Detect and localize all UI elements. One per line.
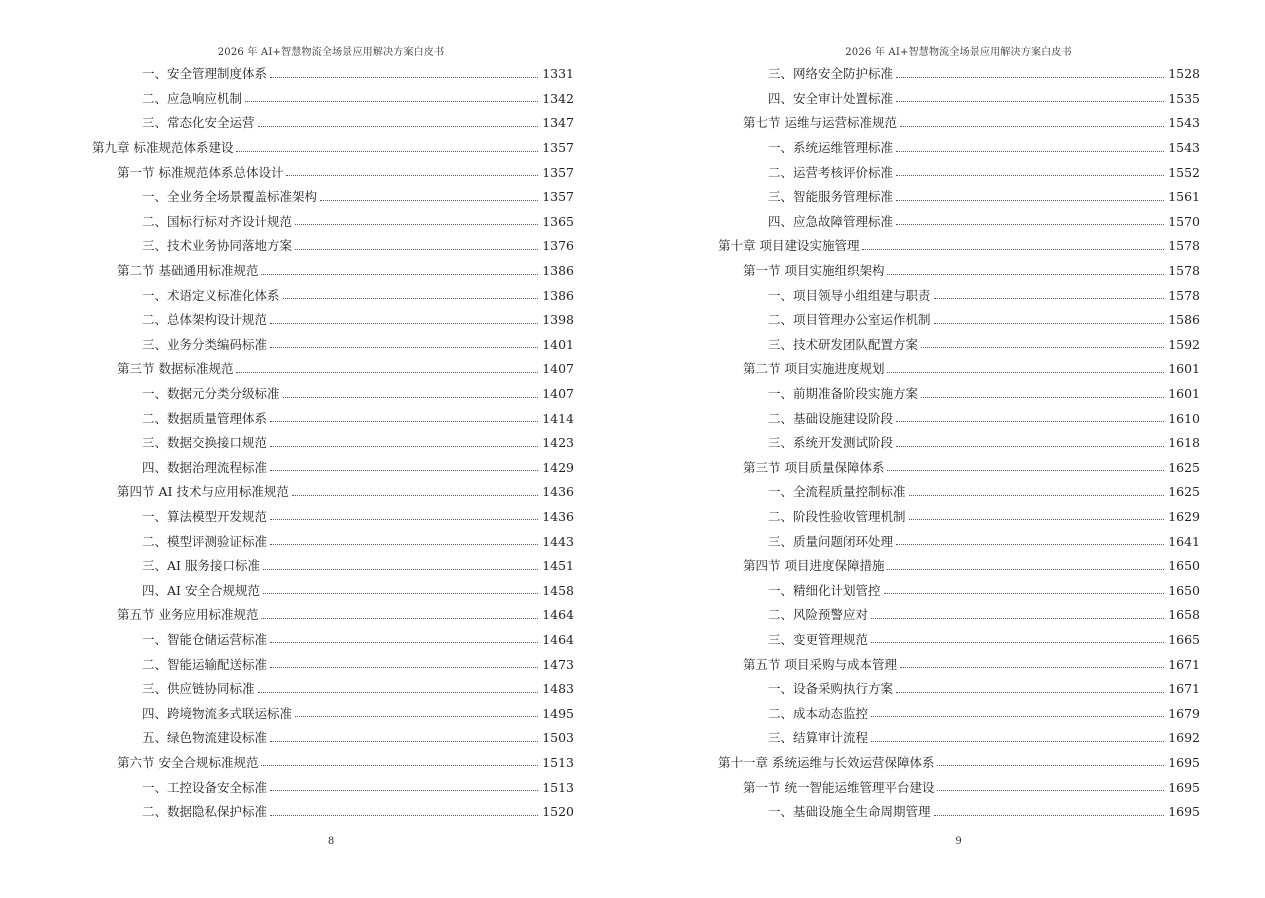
toc-entry[interactable] <box>718 259 1200 284</box>
toc-entry-title: 二、应急响应机制 <box>142 90 243 106</box>
toc-entry-title: 三、技术业务协同落地方案 <box>142 238 293 254</box>
dot-leader <box>900 126 1164 127</box>
toc-entry[interactable] <box>92 726 574 751</box>
toc-entry[interactable] <box>718 677 1200 702</box>
toc-entry-page: 1578 <box>1168 238 1200 254</box>
toc-entry-title: 一、基础设施全生命周期管理 <box>768 804 931 820</box>
toc-entry-page: 1429 <box>542 459 574 475</box>
toc-entry-title: 三、供应链协同标准 <box>142 681 255 697</box>
toc-entry[interactable] <box>718 160 1200 185</box>
toc-entry-page: 1552 <box>1168 164 1200 180</box>
dot-leader <box>270 347 538 348</box>
toc-entry-title: 二、数据隐私保护标准 <box>142 804 268 820</box>
toc-entry[interactable] <box>92 701 574 726</box>
toc-entry-title: 三、系统开发测试阶段 <box>768 435 894 451</box>
toc-entry[interactable] <box>718 283 1200 308</box>
toc-entry[interactable] <box>718 185 1200 210</box>
toc-entry[interactable] <box>92 357 574 382</box>
dot-leader <box>934 815 1165 816</box>
toc-entry[interactable] <box>92 554 574 579</box>
toc-entry-title: 一、工控设备安全标准 <box>142 779 268 795</box>
toc-entry-page: 1436 <box>542 484 574 500</box>
toc-entry-page: 1535 <box>1168 90 1200 106</box>
toc-entry-title: 一、术语定义标准化体系 <box>142 287 280 303</box>
toc-entry[interactable] <box>718 800 1200 825</box>
toc-entry-page: 1414 <box>542 410 574 426</box>
toc-entry-page: 1357 <box>542 140 574 156</box>
toc-entry-page: 1671 <box>1168 656 1200 672</box>
dot-leader <box>295 224 538 225</box>
toc-entry[interactable] <box>718 87 1200 112</box>
dot-leader <box>236 151 538 152</box>
toc-entry-title: 二、智能运输配送标准 <box>142 656 268 672</box>
toc-entry[interactable] <box>92 603 574 628</box>
dot-leader <box>261 765 538 766</box>
toc-entry[interactable] <box>718 652 1200 677</box>
toc-entry-title: 三、常态化安全运营 <box>142 115 255 131</box>
page-number: 9 <box>955 836 962 847</box>
toc-entry-page: 1679 <box>1168 705 1200 721</box>
toc-entry-page: 1357 <box>542 189 574 205</box>
toc-entry-page: 1451 <box>542 558 574 574</box>
dot-leader <box>871 716 1164 717</box>
toc-entry-title: 第二节 项目实施进度规划 <box>743 361 885 377</box>
toc-entry[interactable] <box>92 677 574 702</box>
toc-entry-title: 四、数据治理流程标准 <box>142 459 268 475</box>
dot-leader <box>245 101 538 102</box>
toc-entry-title: 二、风险预警应对 <box>768 607 869 623</box>
toc-entry[interactable] <box>718 456 1200 481</box>
page-number: 8 <box>327 836 335 847</box>
toc-entry[interactable] <box>718 751 1200 776</box>
toc-entry[interactable] <box>92 185 574 210</box>
toc-entry[interactable] <box>718 406 1200 431</box>
toc-entry-title: 三、技术研发团队配置方案 <box>768 336 919 352</box>
toc-entry-page: 1357 <box>542 164 574 180</box>
toc-entry[interactable] <box>718 775 1200 800</box>
dot-leader <box>292 495 538 496</box>
toc-entry-title: 四、安全审计处置标准 <box>768 90 894 106</box>
toc-entry-page: 1365 <box>542 213 574 229</box>
dot-leader <box>270 544 538 545</box>
toc-entry[interactable] <box>92 234 574 259</box>
toc-entry-title: 三、质量问题闭环处理 <box>768 533 894 549</box>
toc-entry-title: 第一节 项目实施组织架构 <box>743 263 885 279</box>
toc-entry-title: 第一节 统一智能运维管理平台建设 <box>743 779 935 795</box>
toc-entry-title: 三、结算审计流程 <box>768 730 869 746</box>
dot-leader <box>887 470 1164 471</box>
dot-leader <box>270 519 538 520</box>
dot-leader <box>896 224 1164 225</box>
dot-leader <box>270 815 538 816</box>
toc-entry-page: 1458 <box>542 582 574 598</box>
dot-leader <box>896 692 1164 693</box>
toc-entry[interactable] <box>92 87 574 112</box>
toc-entry-page: 1473 <box>542 656 574 672</box>
toc-entry-title: 一、安全管理制度体系 <box>142 66 268 82</box>
dot-leader <box>320 200 538 201</box>
toc-entry-title: 第一节 标准规范体系总体设计 <box>117 164 284 180</box>
toc-entry-page: 1629 <box>1168 508 1200 524</box>
toc-entry[interactable] <box>92 308 574 333</box>
toc-entry-title: 四、跨境物流多式联运标准 <box>142 705 293 721</box>
toc-entry-title: 第六节 安全合规标准规范 <box>117 754 259 770</box>
dot-leader <box>270 421 538 422</box>
dot-leader <box>934 298 1165 299</box>
toc-entry-title: 第七节 运维与运营标准规范 <box>743 115 897 131</box>
page-header: 2026 年 AI+智慧物流全场景应用解决方案白皮书 <box>845 47 1072 58</box>
dot-leader <box>270 790 538 791</box>
dot-leader <box>887 274 1164 275</box>
dot-leader <box>937 790 1164 791</box>
dot-leader <box>270 642 538 643</box>
toc-entry-page: 1592 <box>1168 336 1200 352</box>
toc-entry-page: 1503 <box>542 730 574 746</box>
toc-entry[interactable] <box>718 529 1200 554</box>
toc-entry-page: 1601 <box>1168 386 1200 402</box>
toc-entry-page: 1650 <box>1168 582 1200 598</box>
toc-entry-page: 1695 <box>1168 754 1200 770</box>
toc-entry[interactable] <box>718 210 1200 235</box>
toc-entry-title: 一、算法模型开发规范 <box>142 508 268 524</box>
toc-entry-page: 1464 <box>542 607 574 623</box>
toc-entry-page: 1386 <box>542 263 574 279</box>
toc-entry-page: 1578 <box>1168 263 1200 279</box>
toc-entry[interactable] <box>92 800 574 825</box>
dot-leader <box>921 347 1164 348</box>
toc-entry[interactable] <box>718 431 1200 456</box>
toc-entry-title: 二、基础设施建设阶段 <box>768 410 894 426</box>
toc-entry-page: 1407 <box>542 361 574 377</box>
toc-entry[interactable] <box>718 308 1200 333</box>
toc-entry-page: 1543 <box>1168 140 1200 156</box>
toc-entry-page: 1423 <box>542 435 574 451</box>
toc-entry[interactable] <box>718 333 1200 358</box>
toc-entry-page: 1625 <box>1168 459 1200 475</box>
dot-leader <box>909 495 1165 496</box>
toc-entry-title: 第十章 项目建设实施管理 <box>718 238 860 254</box>
toc-entry[interactable] <box>92 652 574 677</box>
toc-entry-title: 一、数据元分类分级标准 <box>142 386 280 402</box>
dot-leader <box>862 249 1164 250</box>
toc-entry[interactable] <box>92 333 574 358</box>
toc-entry-page: 1331 <box>542 66 574 82</box>
toc-entry[interactable] <box>92 775 574 800</box>
toc-entry[interactable] <box>718 628 1200 653</box>
toc-entry-title: 三、AI 服务接口标准 <box>142 558 260 574</box>
toc-entry-page: 1578 <box>1168 287 1200 303</box>
toc-entry[interactable] <box>92 136 574 161</box>
table-of-contents <box>718 62 1200 824</box>
toc-entry-title: 三、数据交换接口规范 <box>142 435 268 451</box>
toc-entry[interactable] <box>92 283 574 308</box>
toc-entry[interactable] <box>718 382 1200 407</box>
toc-entry-page: 1695 <box>1168 779 1200 795</box>
toc-entry[interactable] <box>92 431 574 456</box>
toc-entry[interactable] <box>718 726 1200 751</box>
toc-entry[interactable] <box>92 505 574 530</box>
toc-entry-title: 第九章 标准规范体系建设 <box>92 140 234 156</box>
toc-entry-page: 1347 <box>542 115 574 131</box>
dot-leader <box>871 642 1164 643</box>
toc-entry-title: 一、设备采购执行方案 <box>768 681 894 697</box>
toc-entry[interactable] <box>718 136 1200 161</box>
toc-entry-title: 三、智能服务管理标准 <box>768 189 894 205</box>
toc-entry-page: 1483 <box>542 681 574 697</box>
dot-leader <box>270 741 538 742</box>
dot-leader <box>896 151 1164 152</box>
toc-entry-page: 1561 <box>1168 189 1200 205</box>
dot-leader <box>261 618 538 619</box>
toc-entry[interactable] <box>92 480 574 505</box>
toc-entry[interactable] <box>718 357 1200 382</box>
toc-entry-page: 1464 <box>542 631 574 647</box>
dot-leader <box>896 421 1164 422</box>
toc-entry-title: 二、总体架构设计规范 <box>142 312 268 328</box>
dot-leader <box>937 765 1164 766</box>
toc-entry-page: 1342 <box>542 90 574 106</box>
toc-entry-page: 1610 <box>1168 410 1200 426</box>
toc-entry-title: 二、模型评测验证标准 <box>142 533 268 549</box>
toc-entry-page: 1401 <box>542 336 574 352</box>
toc-entry-title: 第五节 业务应用标准规范 <box>117 607 259 623</box>
toc-entry-title: 二、阶段性验收管理机制 <box>768 508 906 524</box>
toc-entry-page: 1436 <box>542 508 574 524</box>
toc-entry-title: 二、项目管理办公室运作机制 <box>768 312 931 328</box>
toc-entry[interactable] <box>92 62 574 87</box>
toc-entry-page: 1625 <box>1168 484 1200 500</box>
dot-leader <box>263 593 538 594</box>
dot-leader <box>283 397 539 398</box>
toc-entry-page: 1386 <box>542 287 574 303</box>
toc-entry-title: 一、系统运维管理标准 <box>768 140 894 156</box>
dot-leader <box>258 126 539 127</box>
toc-entry[interactable] <box>92 160 574 185</box>
toc-entry-title: 三、业务分类编码标准 <box>142 336 268 352</box>
dot-leader <box>270 470 538 471</box>
toc-entry[interactable] <box>718 505 1200 530</box>
left-page <box>0 0 632 898</box>
toc-entry-page: 1376 <box>542 238 574 254</box>
dot-leader <box>295 716 538 717</box>
toc-entry[interactable] <box>92 406 574 431</box>
toc-entry-title: 第四节 AI 技术与应用标准规范 <box>117 484 289 500</box>
toc-entry-page: 1641 <box>1168 533 1200 549</box>
toc-entry-page: 1513 <box>542 779 574 795</box>
toc-entry-title: 三、变更管理规范 <box>768 631 869 647</box>
toc-entry-title: 二、成本动态监控 <box>768 705 869 721</box>
toc-entry-page: 1671 <box>1168 681 1200 697</box>
dot-leader <box>295 249 538 250</box>
dot-leader <box>270 446 538 447</box>
toc-entry[interactable] <box>718 701 1200 726</box>
table-of-contents <box>92 62 574 824</box>
toc-entry-title: 第十一章 系统运维与长效运营保障体系 <box>718 754 935 770</box>
toc-entry-page: 1618 <box>1168 435 1200 451</box>
toc-entry[interactable] <box>718 554 1200 579</box>
toc-entry-title: 一、智能仓储运营标准 <box>142 631 268 647</box>
toc-entry-title: 四、应急故障管理标准 <box>768 213 894 229</box>
dot-leader <box>871 618 1164 619</box>
toc-entry-page: 1513 <box>542 754 574 770</box>
toc-entry-title: 一、项目领导小组组建与职责 <box>768 287 931 303</box>
right-page <box>632 0 1265 898</box>
toc-entry-page: 1407 <box>542 386 574 402</box>
page-header: 2026 年 AI+智慧物流全场景应用解决方案白皮书 <box>217 47 445 58</box>
toc-entry-page: 1528 <box>1168 66 1200 82</box>
toc-entry-page: 1665 <box>1168 631 1200 647</box>
toc-entry[interactable] <box>92 529 574 554</box>
toc-entry-page: 1692 <box>1168 730 1200 746</box>
toc-entry[interactable] <box>718 578 1200 603</box>
toc-entry-title: 第四节 项目进度保障措施 <box>743 558 885 574</box>
toc-entry-page: 1520 <box>542 804 574 820</box>
dot-leader <box>270 77 538 78</box>
toc-entry[interactable] <box>718 480 1200 505</box>
toc-entry[interactable] <box>92 259 574 284</box>
dot-leader <box>900 667 1164 668</box>
toc-entry-title: 一、精细化计划管控 <box>768 582 881 598</box>
toc-entry-title: 一、全业务全场景覆盖标准架构 <box>142 189 318 205</box>
toc-entry[interactable] <box>718 603 1200 628</box>
toc-entry-page: 1570 <box>1168 213 1200 229</box>
toc-entry-title: 三、网络安全防护标准 <box>768 66 894 82</box>
toc-entry-title: 一、前期准备阶段实施方案 <box>768 386 919 402</box>
toc-entry-title: 第三节 数据标准规范 <box>117 361 234 377</box>
toc-entry-page: 1443 <box>542 533 574 549</box>
dot-leader <box>896 175 1164 176</box>
toc-entry[interactable] <box>718 111 1200 136</box>
dot-leader <box>896 200 1164 201</box>
dot-leader <box>270 667 538 668</box>
toc-entry-page: 1586 <box>1168 312 1200 328</box>
toc-entry-title: 第二节 基础通用标准规范 <box>117 263 259 279</box>
dot-leader <box>896 77 1164 78</box>
toc-entry-title: 一、全流程质量控制标准 <box>768 484 906 500</box>
toc-entry[interactable] <box>718 62 1200 87</box>
toc-entry[interactable] <box>92 210 574 235</box>
toc-entry-page: 1695 <box>1168 804 1200 820</box>
toc-entry-title: 第五节 项目采购与成本管理 <box>743 656 897 672</box>
dot-leader <box>283 298 539 299</box>
toc-entry[interactable] <box>92 382 574 407</box>
dot-leader <box>887 372 1164 373</box>
toc-entry-page: 1601 <box>1168 361 1200 377</box>
dot-leader <box>236 372 538 373</box>
dot-leader <box>909 519 1165 520</box>
dot-leader <box>896 446 1164 447</box>
toc-entry-page: 1398 <box>542 312 574 328</box>
dot-leader <box>896 101 1164 102</box>
toc-entry-title: 二、国标行标对齐设计规范 <box>142 213 293 229</box>
toc-entry-page: 1543 <box>1168 115 1200 131</box>
toc-entry-page: 1658 <box>1168 607 1200 623</box>
toc-entry-page: 1650 <box>1168 558 1200 574</box>
toc-entry-title: 四、AI 安全合规规范 <box>142 582 260 598</box>
toc-entry[interactable] <box>92 578 574 603</box>
toc-entry[interactable] <box>92 456 574 481</box>
toc-entry-title: 第三节 项目质量保障体系 <box>743 459 885 475</box>
toc-entry[interactable] <box>718 234 1200 259</box>
dot-leader <box>921 397 1164 398</box>
dot-leader <box>286 175 538 176</box>
toc-entry[interactable] <box>92 628 574 653</box>
toc-entry-title: 二、数据质量管理体系 <box>142 410 268 426</box>
toc-entry[interactable] <box>92 111 574 136</box>
dot-leader <box>896 544 1164 545</box>
toc-entry[interactable] <box>92 751 574 776</box>
dot-leader <box>258 692 539 693</box>
dot-leader <box>270 323 538 324</box>
toc-entry-title: 五、绿色物流建设标准 <box>142 730 268 746</box>
toc-entry-title: 二、运营考核评价标准 <box>768 164 894 180</box>
dot-leader <box>884 593 1165 594</box>
toc-entry-page: 1495 <box>542 705 574 721</box>
dot-leader <box>934 323 1165 324</box>
dot-leader <box>871 741 1164 742</box>
dot-leader <box>887 569 1164 570</box>
dot-leader <box>263 569 538 570</box>
dot-leader <box>261 274 538 275</box>
